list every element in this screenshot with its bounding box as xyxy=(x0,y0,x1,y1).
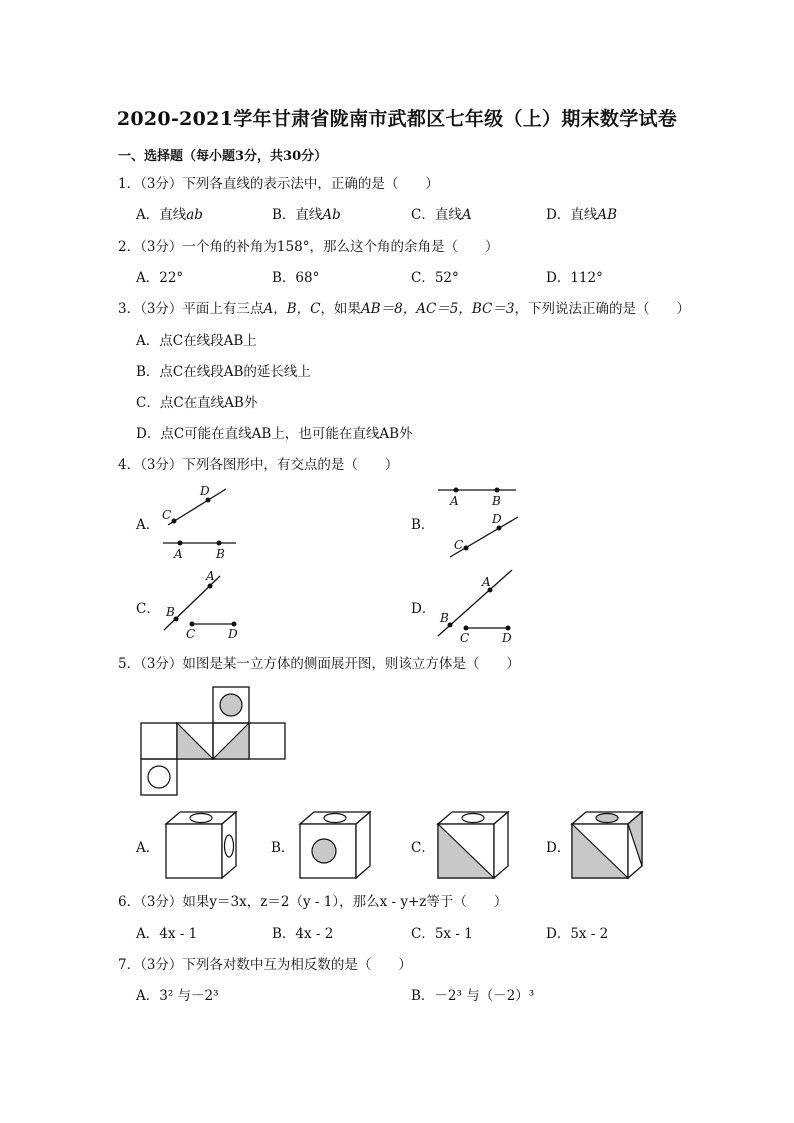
q4-option-d-label: D． xyxy=(411,601,436,617)
q1-option-c: C．直线A xyxy=(411,207,472,223)
q6-stem: 6．（3分）如果y＝3x，z＝2（y - 1），那么x - y+z等于（ ） xyxy=(118,894,508,910)
q4-figure-c xyxy=(158,568,242,642)
q4-figure-b xyxy=(436,481,520,563)
point-d xyxy=(232,622,237,627)
point-a xyxy=(208,584,213,589)
q7-option-a: A．3² 与－2³ xyxy=(136,988,219,1004)
label-a: A xyxy=(450,494,459,508)
q5-cube-c xyxy=(432,808,512,880)
q4-figure-d xyxy=(434,566,518,646)
top-face-circle xyxy=(462,814,484,823)
point-b xyxy=(217,541,222,546)
q5-cube-d xyxy=(566,808,646,880)
q2-option-a: A．22° xyxy=(136,270,184,286)
q5-option-b-label: B． xyxy=(271,840,295,856)
point-d xyxy=(506,626,511,631)
q5-cube-b xyxy=(294,808,374,880)
label-d: D xyxy=(492,512,502,526)
q1-option-a: A．直线ab xyxy=(136,207,203,223)
point-d xyxy=(206,498,211,503)
label-d: D xyxy=(200,484,210,498)
q6-option-b: B．4x - 2 xyxy=(272,926,334,942)
label-b: B xyxy=(216,547,225,561)
line-cd xyxy=(168,489,226,525)
q1-option-b: B．直线Ab xyxy=(272,207,341,223)
q3-option-b: B．点C在线段AB的延长线上 xyxy=(136,364,311,380)
point-c xyxy=(464,626,469,631)
q4-option-b-label: B． xyxy=(411,517,435,533)
q2-stem: 2．（3分）一个角的补角为158°，那么这个角的余角是（ ） xyxy=(118,239,499,255)
q1-option-d: D．直线AB xyxy=(546,207,617,223)
label-c: C xyxy=(454,538,464,552)
q5-option-a-label: A． xyxy=(136,840,160,856)
label-c: C xyxy=(460,631,470,645)
cube-net-figure xyxy=(136,683,290,799)
point-c xyxy=(172,519,177,524)
point-a xyxy=(454,488,459,493)
q2-option-d: D．112° xyxy=(546,270,603,286)
section-heading: 一、选择题（每小题3分，共30分） xyxy=(118,149,328,164)
q2-option-b: B．68° xyxy=(272,270,320,286)
label-d: D xyxy=(502,631,512,645)
front-face-circle xyxy=(312,839,336,863)
label-b: B xyxy=(440,611,449,625)
label-d: D xyxy=(228,627,238,641)
q3-option-a: A．点C在线段AB上 xyxy=(136,333,257,349)
net-face-3-triangle xyxy=(213,723,249,759)
label-c: C xyxy=(186,627,196,641)
q3-option-d: D．点C可能在直线AB上，也可能在直线AB外 xyxy=(136,426,413,442)
q7-stem: 7．（3分）下列各对数中互为相反数的是（ ） xyxy=(118,957,412,973)
q4-stem: 4．（3分）下列各图形中，有交点的是（ ） xyxy=(118,457,399,473)
net-face-bottom-circle xyxy=(148,766,170,788)
label-a: A xyxy=(174,547,183,561)
q5-cube-a xyxy=(160,808,240,880)
point-c xyxy=(464,546,469,551)
point-b xyxy=(495,488,500,493)
point-c xyxy=(190,622,195,627)
q4-option-c-label: C． xyxy=(136,601,160,617)
point-d xyxy=(497,526,502,531)
page-title: 2020-2021学年甘肃省陇南市武都区七年级（上）期末数学试卷 xyxy=(116,108,678,130)
net-face-top-circle xyxy=(220,694,242,716)
top-face-circle xyxy=(190,814,212,823)
q2-option-c: C．52° xyxy=(411,270,459,286)
q3-option-c: C．点C在直线AB外 xyxy=(136,395,258,411)
top-face-circle xyxy=(596,814,618,823)
q3-stem: 3．（3分）平面上有三点A，B，C，如果AB＝8，AC＝5，BC＝3，下列说法正确的是（ ） xyxy=(118,301,690,317)
q5-option-d-label: D． xyxy=(546,840,571,856)
net-face-2-triangle xyxy=(177,723,213,759)
q4-figure-a xyxy=(158,483,240,563)
q1-stem: 1．（3分）下列各直线的表示法中，正确的是（ ） xyxy=(118,176,439,192)
q5-stem: 5．（3分）如图是某一立方体的侧面展开图，则该立方体是（ ） xyxy=(118,656,520,672)
q4-option-a-label: A． xyxy=(136,517,160,533)
point-a xyxy=(178,541,183,546)
q5-option-c-label: C． xyxy=(411,840,435,856)
top-face-circle xyxy=(324,814,346,823)
label-c: C xyxy=(162,508,172,522)
q7-option-b: B．－2³ 与（－2）³ xyxy=(411,988,535,1004)
q6-option-d: D．5x - 2 xyxy=(546,926,609,942)
label-a: A xyxy=(206,569,215,583)
label-a: A xyxy=(482,575,491,589)
q6-option-c: C．5x - 1 xyxy=(411,926,473,942)
label-b: B xyxy=(492,494,501,508)
side-face-circle xyxy=(225,835,234,857)
q6-option-a: A．4x - 1 xyxy=(136,926,198,942)
label-b: B xyxy=(166,605,175,619)
